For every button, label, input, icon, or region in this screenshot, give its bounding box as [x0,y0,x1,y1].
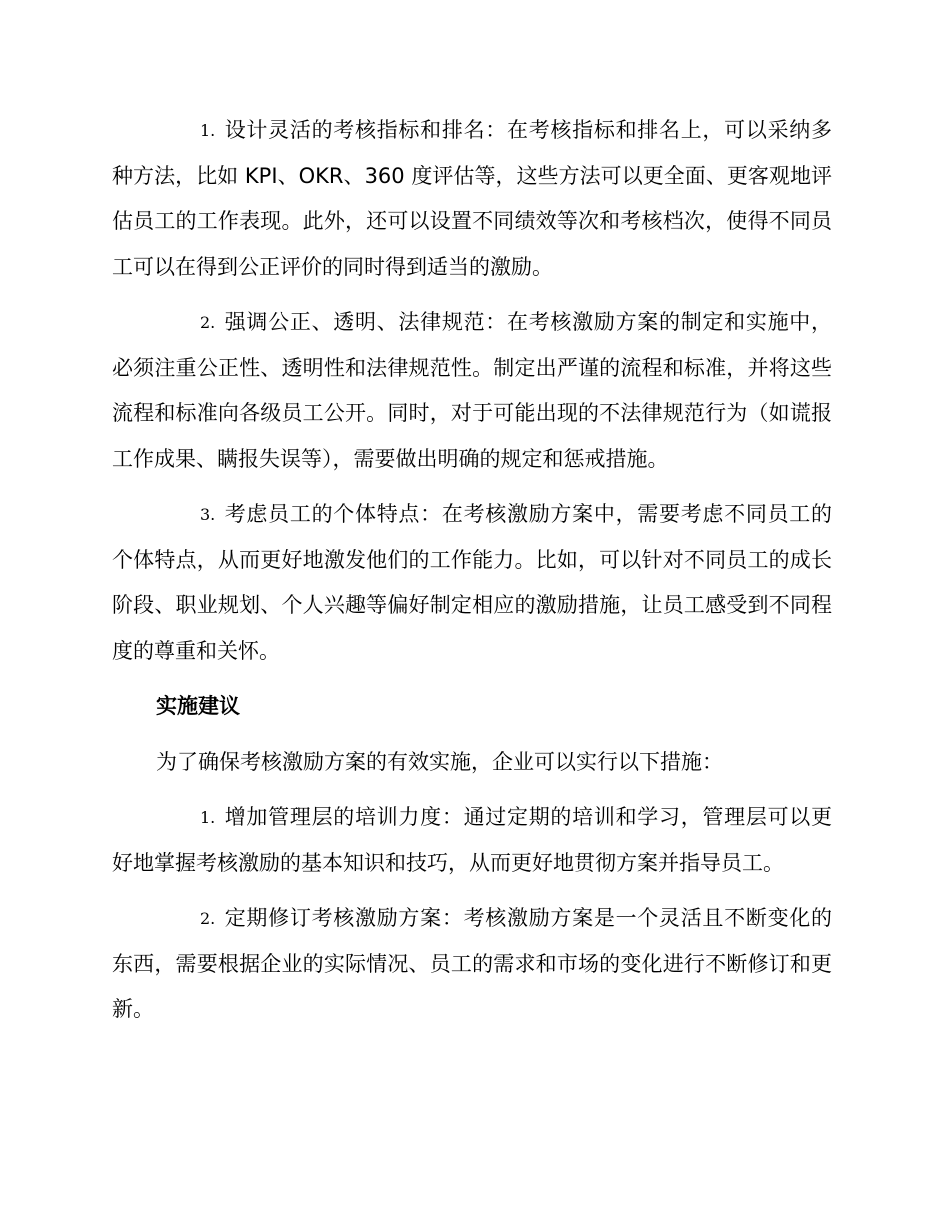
list-item-text: 强调公正、透明、法律规范：在考核激励方案的制定和实施中，必须注重公正性、透明性和法律规范性。制定出严谨的流程和标准，并将这些流程和标准向各级员工公开。同时，对于可能出现的不法律规范行为（如谎报工作成果、瞒报失误等），需要做出明确的规定和惩戒措施。 [112,310,832,471]
list-item-text: 增加管理层的培训力度：通过定期的培训和学习，管理层可以更好地掌握考核激励的基本知识和技巧，从而更好地贯彻方案并指导员工。 [112,805,832,875]
list-item-text: 考虑员工的个体特点：在考核激励方案中，需要考虑不同员工的个体特点，从而更好地激发他们的工作能力。比如，可以针对不同员工的成长阶段、职业规划、个人兴趣等偏好制定相应的激励措施，让员工感受到不同程度的尊重和关怀。 [112,502,832,663]
list-item-number: 2. [200,909,216,928]
intro-paragraph: 为了确保考核激励方案的有效实施，企业可以实行以下措施： [156,749,723,774]
list-item [112,492,832,674]
list-item [112,300,832,482]
list-item-text: 定期修订考核激励方案：考核激励方案是一个灵活且不断变化的东西，需要根据企业的实际情况、员工的需求和市场的变化进行不断修订和更新。 [112,906,832,1021]
list-item-number: 1. [200,808,216,827]
list-item-number: 1. [200,121,216,140]
list-item-number: 3. [200,505,216,524]
list-item-number: 2. [200,313,216,332]
section-heading: 实施建议 [156,694,240,718]
list-item [112,795,832,886]
list-item [112,108,832,290]
document-body [112,108,832,1043]
list-item-text: 设计灵活的考核指标和排名：在考核指标和排名上，可以采纳多种方法，比如 KPI、OKR、360 度评估等，这些方法可以更全面、更客观地评估员工的工作表现。此外，还可以设置不同绩效等次和考核档次，使得不同员工可以在得到公正评价的同时得到适当的激励。 [112,118,832,279]
list-item [112,896,832,1033]
